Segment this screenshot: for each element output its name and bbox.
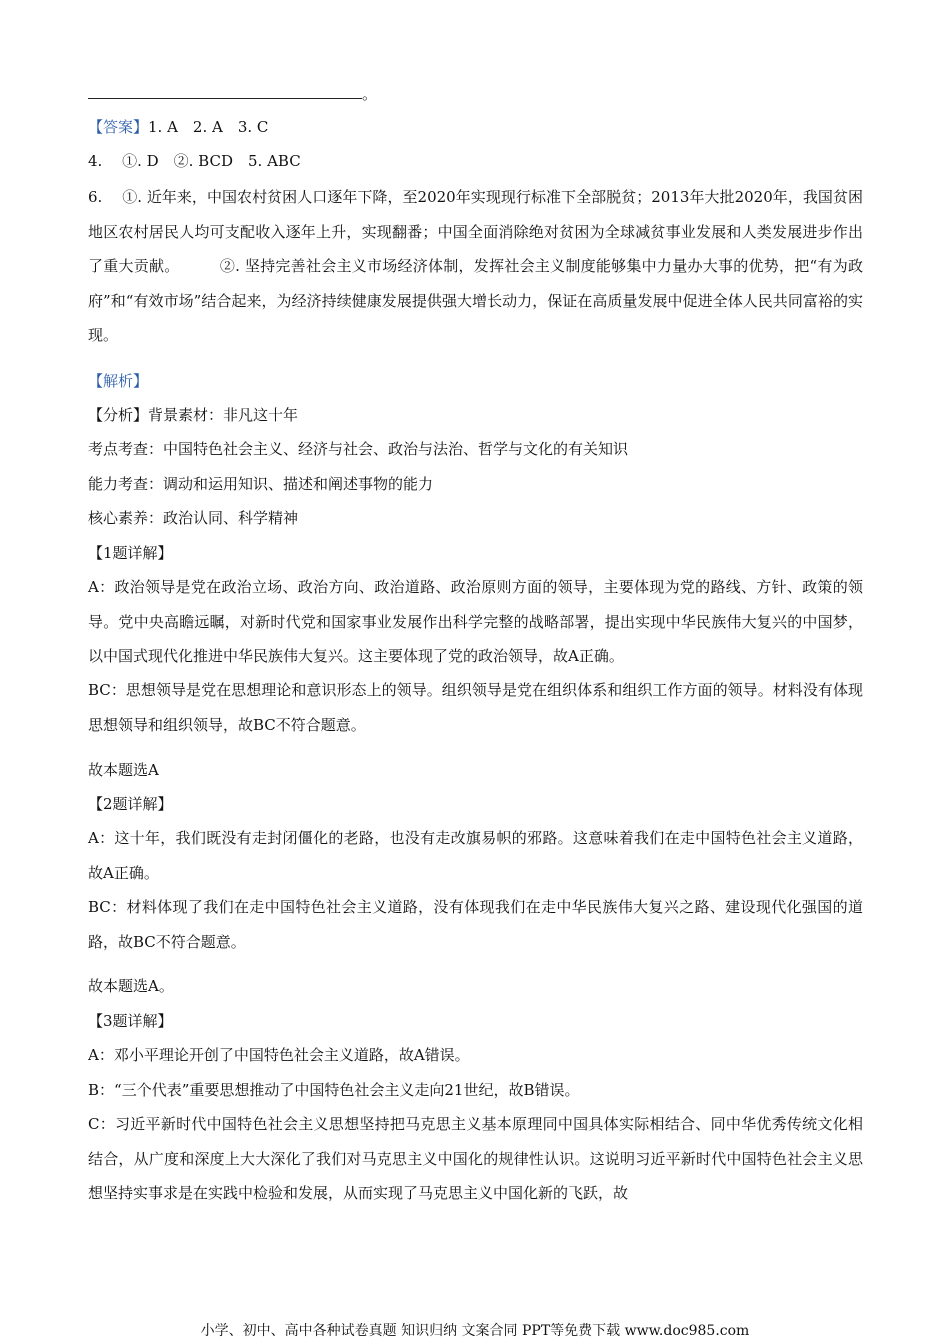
answer-line-2: 4. ①. D ②. BCD 5. ABC bbox=[88, 152, 301, 170]
analysis-nengli: 能力考查：调动和运用知识、描述和阐述事物的能力 bbox=[88, 475, 434, 493]
q6-part-1: 6. ①. 近年来，中国农村贫困人口逐年下降，至2020年实现现行标准下全部脱贫；2013年大批2020年，我国贫困地区农村居民人均可支配收入逐年上升，实现翻番；中国全面消除绝对贫困为全球减贫事业发展和人类发展进步作出了重大贡献。 bbox=[88, 188, 863, 275]
q3-option-c: C：习近平新时代中国特色社会主义思想坚持把马克思主义基本原理同中国具体实际相结合、同中华优秀传统文化相结合，从广度和深度上大大深化了我们对马克思主义中国化的规律性认识。这说明习近平新时代中国特色社会主义思想坚持实事求是在实践中检验和发展，从而实现了马克思主义中国化新的飞跃，故 bbox=[88, 1115, 863, 1202]
q2-detail-title: 【2题详解】 bbox=[88, 795, 173, 813]
q6-part-2: ②. 坚持完善社会主义市场经济体制，发挥社会主义制度能够集中力量办大事的优势，把“有为政府”和“有效市场”结合起来，为经济持续健康发展提供强大增长动力，保证在高质量发展中促进全体人民共同富裕的实现。 bbox=[88, 257, 863, 344]
q1-detail-title: 【1题详解】 bbox=[88, 544, 173, 562]
q2-option-bc: BC：材料体现了我们在走中国特色社会主义道路，没有体现我们在走中华民族伟大复兴之路、建设现代化强国的道路，故BC不符合题意。 bbox=[88, 898, 863, 951]
q2-conclusion: 故本题选A。 bbox=[88, 977, 174, 995]
answer-blank-line bbox=[88, 98, 362, 99]
answer-text: 1. A 2. A 3. C bbox=[148, 118, 269, 136]
q1-option-a: A：政治领导是党在政治立场、政治方向、政治道路、政治原则方面的领导，主要体现为党的路线、方针、政策的领导。党中央高瞻远瞩，对新时代党和国家事业发展作出科学完整的战略部署，提出实现中华民族伟大复兴的中国梦，以中国式现代化推进中华民族伟大复兴。这主要体现了党的政治领导，故A正确。 bbox=[88, 578, 863, 665]
q2-option-a: A：这十年，我们既没有走封闭僵化的老路，也没有走改旗易帜的邪路。这意味着我们在走中国特色社会主义道路，故A正确。 bbox=[88, 829, 863, 882]
analysis-tag: 【解析】 bbox=[88, 372, 149, 390]
q6-answer-paragraph bbox=[88, 180, 863, 353]
q1-option-bc: BC：思想领导是党在思想理论和意识形态上的领导。组织领导是党在组织体系和组织工作方面的领导。材料没有体现思想领导和组织领导，故BC不符合题意。 bbox=[88, 681, 863, 734]
page-footer: 小学、初中、高中各种试卷真题 知识归纳 文案合同 PPT等免费下载 www.doc985.com bbox=[200, 1323, 750, 1339]
answer-line bbox=[88, 117, 864, 137]
q3-detail-title: 【3题详解】 bbox=[88, 1012, 173, 1030]
q3-option-b: B：“三个代表”重要思想推动了中国特色社会主义走向21世纪，故B错误。 bbox=[88, 1081, 580, 1099]
analysis-kaodian: 考点考查：中国特色社会主义、经济与社会、政治与法治、哲学与文化的有关知识 bbox=[88, 440, 629, 458]
analysis-hexin: 核心素养：政治认同、科学精神 bbox=[88, 509, 299, 527]
q1-conclusion: 故本题选A bbox=[88, 761, 159, 779]
answer-tag: 【答案】 bbox=[88, 118, 149, 136]
blank-period: 。 bbox=[362, 85, 378, 103]
analysis-fenxi: 【分析】背景素材：非凡这十年 bbox=[88, 406, 299, 424]
q3-option-a: A：邓小平理论开创了中国特色社会主义道路，故A错误。 bbox=[88, 1046, 470, 1064]
